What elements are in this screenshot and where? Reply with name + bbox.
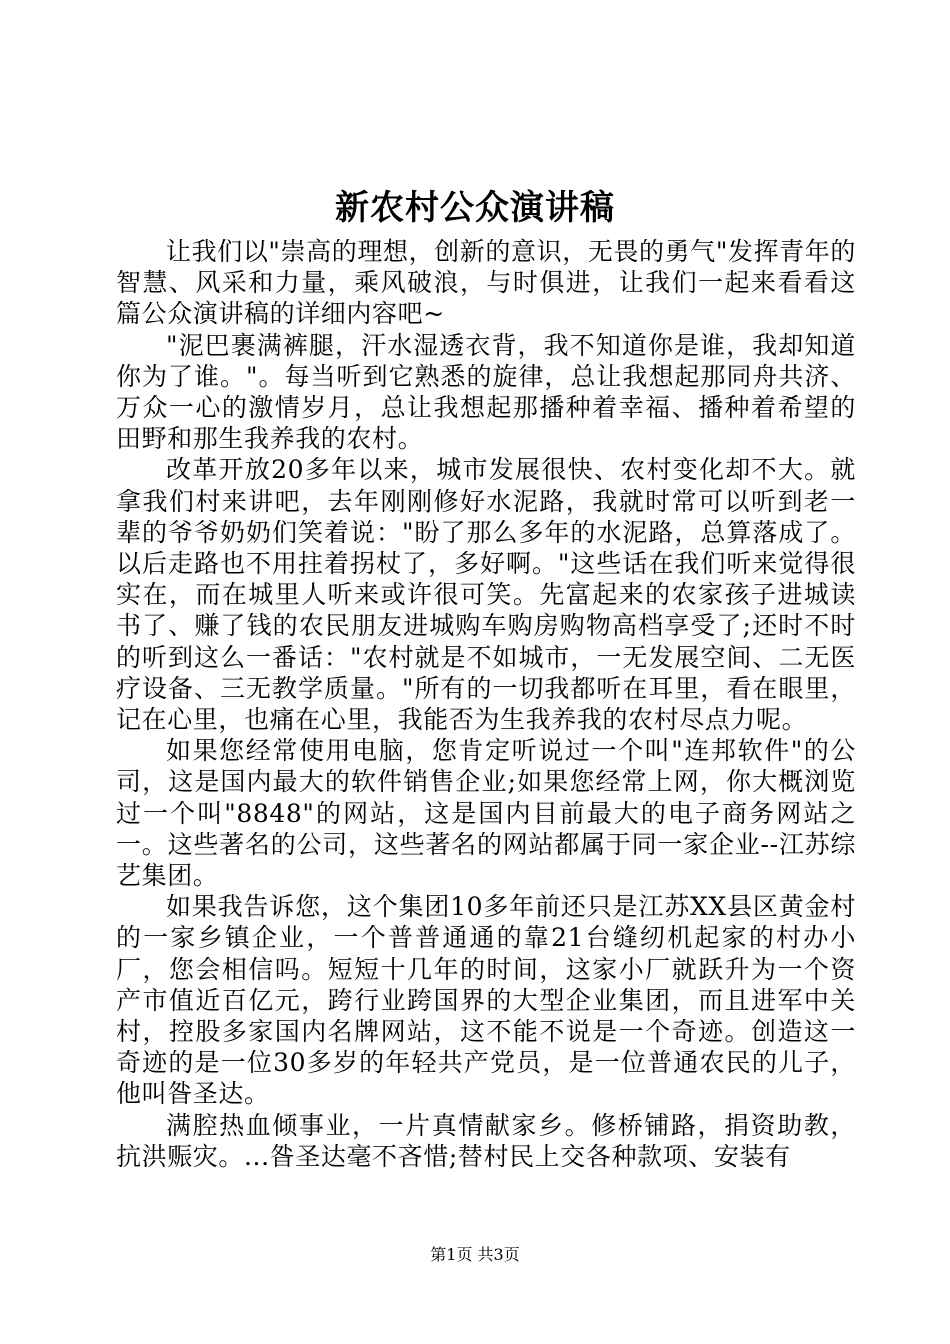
- paragraph-2: "泥巴裹满裤腿，汗水湿透衣背，我不知道你是谁，我却知道你为了谁。"。每当听到它熟悉的旋律，总让我想起那同舟共济、万众一心的激情岁月，总让我想起那播种着幸福、播种着希望的田野和那生我养我的农村。: [116, 330, 856, 454]
- paragraph-3: 改革开放20多年以来，城市发展很快、农村变化却不大。就拿我们村来讲吧，去年刚刚修好水泥路，我就时常可以听到老一辈的爷爷奶奶们笑着说："盼了那么多年的水泥路，总算落成了。以后走路也不用拄着拐杖了，多好啊。"这些话在我们听来觉得很实在，而在城里人听来或许很可笑。先富起来的农家孩子进城读书了、赚了钱的农民朋友进城购车购房购物高档享受了;还时不时的听到这么一番话："农村就是不如城市，一无发展空间、二无医疗设备、三无教学质量。"所有的一切我都听在耳里，看在眼里，记在心里，也痛在心里，我能否为生我养我的农村尽点力呢。: [116, 455, 856, 735]
- paragraph-4: 如果您经常使用电脑，您肯定听说过一个叫"连邦软件"的公司，这是国内最大的软件销售企业;如果您经常上网，你大概浏览过一个叫"8848"的网站，这是国内目前最大的电子商务网站之一。这些著名的公司，这些著名的网站都属于同一家企业--江苏综艺集团。: [116, 736, 856, 891]
- paragraph-6: 满腔热血倾事业，一片真情献家乡。修桥铺路，捐资助教，抗洪赈灾。...昝圣达毫不吝惜;替村民上交各种款项、安装有: [116, 1110, 856, 1171]
- paragraph-1: 让我们以"崇高的理想，创新的意识，无畏的勇气"发挥青年的智慧、风采和力量，乘风破浪，与时俱进，让我们一起来看看这篇公众演讲稿的详细内容吧~: [116, 237, 856, 329]
- page-title: 新农村公众演讲稿: [335, 188, 615, 228]
- page-footer: 第1页 共3页: [430, 1245, 520, 1264]
- document-body: [116, 236, 856, 1172]
- paragraph-5: 如果我告诉您，这个集团10多年前还只是江苏XX县区黄金村的一家乡镇企业，一个普普通通的靠21台缝纫机起家的村办小厂，您会相信吗。短短十几年的时间，这家小厂就跃升为一个资产市值近百亿元，跨行业跨国界的大型企业集团，而且进军中关村，控股多家国内名牌网站，这不能不说是一个奇迹。创造这一奇迹的是一位30多岁的年轻共产党员，是一位普通农民的儿子，他叫昝圣达。: [116, 892, 856, 1109]
